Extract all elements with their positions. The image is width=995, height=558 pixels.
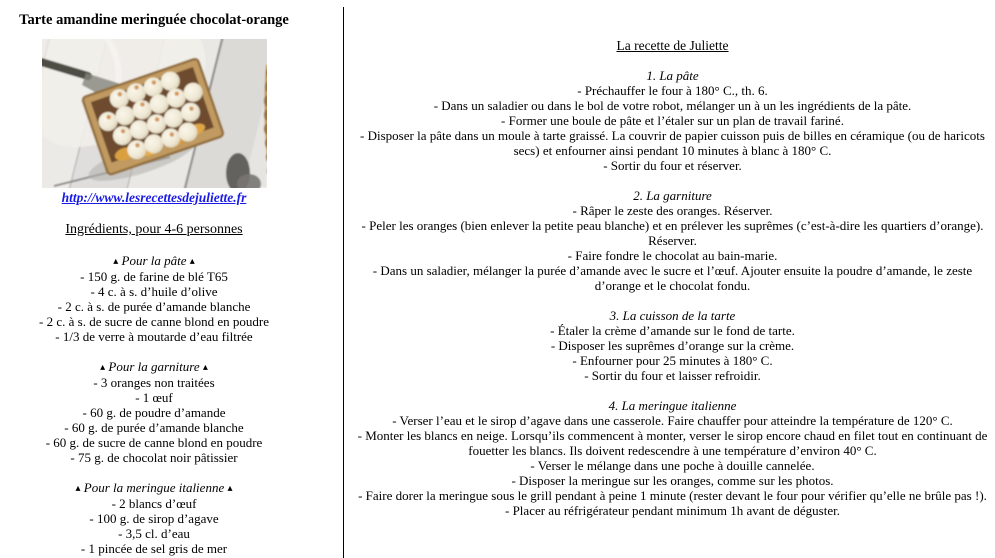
step-line: - Faire dorer la meringue sous le grill pendant à peine 1 minute (rester devant le four pour vérifier qu’elle ne brûle pas !). bbox=[358, 488, 987, 503]
ingredient-item: - 100 g. de sirop d’agave bbox=[89, 511, 219, 526]
step-header: 2. La garniture bbox=[633, 188, 712, 203]
step-header: 4. La meringue italienne bbox=[608, 398, 737, 413]
step-line: - Dans un saladier, mélanger la purée d’amande avec le sucre et l’œuf. Ajouter ensuite la poudre d’amande, le zeste d’orange et le chocolat fondu. bbox=[372, 263, 973, 293]
section-header-label: Pour la pâte bbox=[121, 253, 187, 268]
step-line: - Sortir du four et laisser refroidir. bbox=[584, 368, 761, 383]
step-line: - Former une boule de pâte et l’étaler sur un plan de travail fariné. bbox=[501, 113, 844, 128]
ingredient-item: - 2 c. à s. de sucre de canne blond en poudre bbox=[39, 314, 269, 329]
ingredient-item: - 2 c. à s. de purée d’amande blanche bbox=[57, 299, 251, 314]
left-column bbox=[0, 0, 308, 556]
triangle-icon: ▴ bbox=[100, 362, 106, 373]
ingredient-item: - 60 g. de purée d’amande blanche bbox=[64, 420, 244, 435]
step-header: 1. La pâte bbox=[646, 68, 699, 83]
tart-photo-illustration bbox=[42, 39, 267, 188]
right-column bbox=[350, 0, 995, 518]
recipe-title: La recette de Juliette bbox=[616, 38, 729, 53]
step-line: - Verser le mélange dans une poche à douille cannelée. bbox=[530, 458, 815, 473]
section-header bbox=[0, 253, 308, 269]
website-link[interactable]: http://www.lesrecettesdejuliette.fr bbox=[61, 190, 247, 205]
step-line: - Placer au réfrigérateur pendant minimum 1h avant de déguster. bbox=[505, 503, 840, 518]
ingredient-item: - 60 g. de poudre d’amande bbox=[82, 405, 226, 420]
step-header: 3. La cuisson de la tarte bbox=[609, 308, 736, 323]
step-line: - Sortir du four et réserver. bbox=[603, 158, 742, 173]
ingredients-section-pate bbox=[0, 253, 308, 344]
ingredient-item: - 1/3 de verre à moutarde d’eau filtrée bbox=[55, 329, 253, 344]
step-line: - Verser l’eau et le sirop d’agave dans une casserole. Faire chauffer pour atteindre la température de 120° C. bbox=[392, 413, 953, 428]
ingredient-item: - 1 œuf bbox=[135, 390, 173, 405]
step-garniture bbox=[350, 188, 995, 293]
ingredient-item: - 75 g. de chocolat noir pâtissier bbox=[70, 450, 238, 465]
triangle-icon: ▴ bbox=[113, 256, 119, 267]
ingredient-item: - 1 pincée de sel gris de mer bbox=[80, 541, 228, 556]
step-line: - Préchauffer le four à 180° C., th. 6. bbox=[577, 83, 768, 98]
section-header-label: Pour la meringue italienne bbox=[83, 480, 225, 495]
ingredients-section-meringue bbox=[0, 480, 308, 556]
ingredient-item: - 150 g. de farine de blé T65 bbox=[80, 269, 228, 284]
step-pate bbox=[350, 68, 995, 173]
step-line: - Peler les oranges (bien enlever la petite peau blanche) et en prélever les suprêmes (c’est-à-dire les quartiers d’orange). Réserver. bbox=[361, 218, 984, 248]
section-header bbox=[0, 359, 308, 375]
triangle-icon: ▴ bbox=[189, 256, 195, 267]
step-line: - Faire fondre le chocolat au bain-marie. bbox=[567, 248, 778, 263]
ingredients-header: Ingrédients, pour 4-6 personnes bbox=[65, 222, 243, 237]
ingredient-item: - 2 blancs d’œuf bbox=[111, 496, 197, 511]
step-meringue bbox=[350, 398, 995, 518]
ingredient-item: - 3,5 cl. d’eau bbox=[118, 526, 190, 541]
section-header bbox=[0, 480, 308, 496]
section-header-label: Pour la garniture bbox=[108, 359, 200, 374]
triangle-icon: ▴ bbox=[227, 483, 233, 494]
step-line: - Disposer la meringue sur les oranges, comme sur les photos. bbox=[511, 473, 834, 488]
step-line: - Étaler la crème d’amande sur le fond de tarte. bbox=[550, 323, 795, 338]
ingredient-item: - 60 g. de sucre de canne blond en poudre bbox=[45, 435, 263, 450]
step-cuisson bbox=[350, 308, 995, 383]
step-line: - Monter les blancs en neige. Lorsqu’ils commencent à monter, verser le sirop encore chaud en filet tout en continuant de fouetter les blancs. Ils doivent redescendre à une température d’environ 40° C. bbox=[357, 428, 988, 458]
page-title: Tarte amandine meringuée chocolat-orange bbox=[19, 12, 289, 28]
triangle-icon: ▴ bbox=[75, 483, 81, 494]
column-divider bbox=[343, 7, 344, 558]
step-line: - Disposer la pâte dans un moule à tarte graissé. La couvrir de papier cuisson puis de billes en céramique (ou de haricots secs) et enfourner ainsi pendant 10 minutes à blanc à 180° C. bbox=[360, 128, 985, 158]
triangle-icon: ▴ bbox=[202, 362, 208, 373]
tart-photo bbox=[42, 39, 267, 188]
step-line: - Enfourner pour 25 minutes à 180° C. bbox=[572, 353, 773, 368]
ingredient-item: - 4 c. à s. d’huile d’olive bbox=[90, 284, 218, 299]
step-line: - Dans un saladier ou dans le bol de votre robot, mélanger un à un les ingrédients de la pâte. bbox=[433, 98, 912, 113]
step-line: - Disposer les suprêmes d’orange sur la crème. bbox=[550, 338, 795, 353]
ingredient-item: - 3 oranges non traitées bbox=[93, 375, 215, 390]
step-line: - Râper le zeste des oranges. Réserver. bbox=[572, 203, 773, 218]
ingredients-section-garniture bbox=[0, 359, 308, 465]
